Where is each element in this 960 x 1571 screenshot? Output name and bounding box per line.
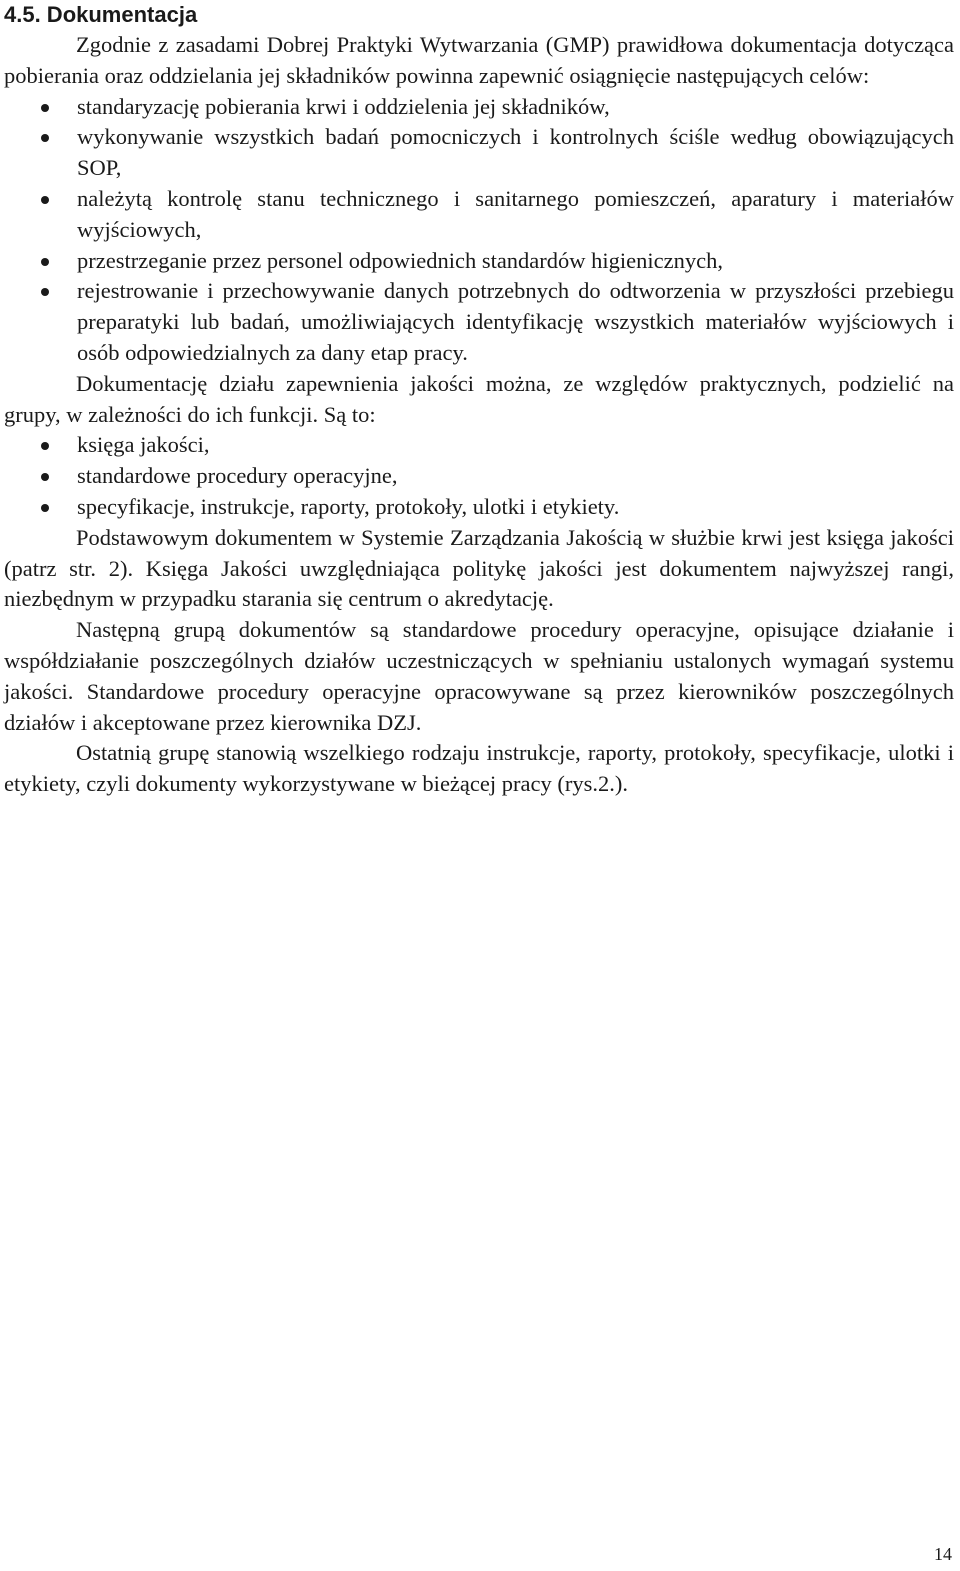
list-item	[4, 492, 954, 523]
list-item-text: specyfikacje, instrukcje, raporty, protokoły, ulotki i etykiety.	[77, 493, 620, 519]
list-item-text: wykonywanie wszystkich badań pomocniczych i kontrolnych ściśle według obowiązujących SOP,	[77, 124, 954, 181]
list-item	[4, 430, 954, 461]
bullet-icon	[41, 196, 49, 204]
bullet-icon	[41, 288, 49, 296]
bullet-icon	[41, 473, 49, 481]
list-item-text: standaryzację pobierania krwi i oddzielenia jej składników,	[77, 93, 610, 119]
last-group-paragraph: Ostatnią grupę stanowią wszelkiego rodzaju instrukcje, raporty, protokoły, specyfikacje, ulotki i etykiety, czyli dokumenty wykorzystywane w bieżącej pracy (rys.2.).	[4, 740, 954, 797]
list-item	[4, 276, 954, 368]
list-item	[4, 246, 954, 277]
groups-list	[4, 430, 954, 522]
list-item-text: księga jakości,	[77, 432, 210, 458]
list-item-text: przestrzeganie przez personel odpowiednich standardów higienicznych,	[77, 247, 723, 273]
list-item	[4, 122, 954, 184]
list-item-text: należytą kontrolę stanu technicznego i sanitarnego pomieszczeń, aparatury i materiałów wyjściowych,	[77, 185, 954, 242]
list-item	[4, 461, 954, 492]
groups-intro-paragraph: Dokumentację działu zapewnienia jakości można, ze względów praktycznych, podzielić na grupy, w zależności do ich funkcji. Są to:	[4, 370, 954, 427]
section-heading: 4.5. Dokumentacja	[4, 2, 198, 27]
quality-book-paragraph: Podstawowym dokumentem w Systemie Zarządzania Jakością w służbie krwi jest księga jakości (patrz str. 2). Księga Jakości uwzględniająca politykę jakości jest dokumentem najwyższej rangi, niezbędnym w przypadku starania się centrum o akredytację.	[4, 524, 954, 612]
intro-paragraph: Zgodnie z zasadami Dobrej Praktyki Wytwarzania (GMP) prawidłowa dokumentacja dotycząca pobierania oraz oddzielania jej składników powinna zapewnić osiągnięcie następujących celów:	[4, 32, 954, 88]
bullet-icon	[41, 104, 49, 112]
bullet-icon	[41, 134, 49, 142]
list-item	[4, 92, 954, 123]
goals-list	[4, 92, 954, 369]
bullet-icon	[41, 504, 49, 512]
page-number: 14	[934, 1544, 952, 1564]
list-item-text: standardowe procedury operacyjne,	[77, 463, 398, 489]
document-page	[4, 0, 954, 800]
bullet-icon	[41, 442, 49, 450]
bullet-icon	[41, 258, 49, 266]
list-item	[4, 184, 954, 246]
list-item-text: rejestrowanie i przechowywanie danych potrzebnych do odtworzenia w przyszłości przebiegu preparatyki lub badań, umożliwiających identyfikację wszystkich materiałów wyjściowych i osób odpowiedzialnych za dany etap pracy.	[77, 278, 954, 365]
procedures-paragraph: Następną grupą dokumentów są standardowe procedury operacyjne, opisujące działanie i współdziałanie poszczególnych działów uczestniczących w spełnianiu ustalonych wymagań systemu jakości. Standardowe procedury operacyjne opracowywane są przez kierowników poszczególnych działów i akceptowane przez kierownika DZJ.	[4, 617, 954, 735]
